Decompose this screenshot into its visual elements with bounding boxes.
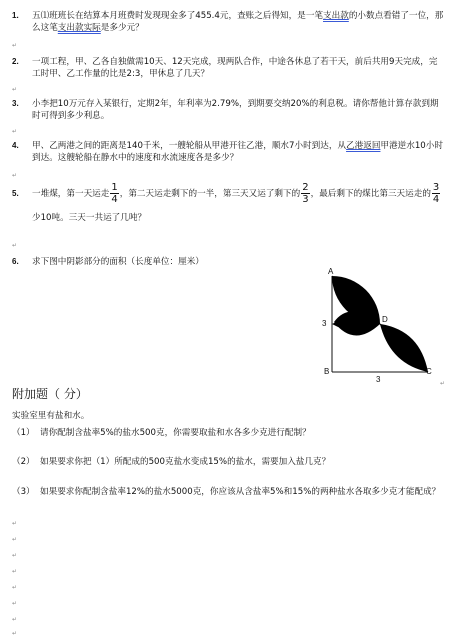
question-5 bbox=[12, 182, 444, 230]
geometry-diagram bbox=[320, 270, 440, 382]
bonus-item-label: （2） bbox=[12, 457, 35, 467]
question-number: 4. bbox=[12, 141, 19, 150]
fraction: $\frac{3}{4}$ bbox=[432, 182, 440, 205]
paragraph-mark: ↵ bbox=[12, 630, 18, 637]
question-1 bbox=[12, 10, 444, 34]
paragraph-mark: ↵ bbox=[12, 552, 18, 559]
question-number: 1. bbox=[12, 11, 19, 20]
paragraph-mark: ↵ bbox=[12, 616, 18, 623]
bonus-item-text: 如果要求你把（1）所配成的500克盐水变成15%的盐水，需要加入盐几克？ bbox=[40, 457, 331, 467]
length-bc: 3 bbox=[376, 375, 381, 384]
question-text: 甲、乙两港之间的距离是140千米，一艘轮船从甲港开往乙港，顺水7小时到达，从乙港返回甲港逆水10小时到达。这艘轮船在静水中的速度和水流速度各是多少？ bbox=[32, 141, 443, 163]
paragraph-mark: ↵ bbox=[12, 520, 18, 527]
paragraph-mark: ↵ bbox=[12, 242, 18, 249]
bonus-item-3 bbox=[12, 486, 444, 498]
question-text: 一项工程，甲、乙各自独做需10天、12天完成，现两队合作，中途各休息了若干天，前后共用9天完成，完工时甲、乙工作量的比是2:3，甲休息了几天？ bbox=[32, 57, 438, 79]
paragraph-mark: ↵ bbox=[12, 568, 18, 575]
label-a: A bbox=[328, 267, 334, 276]
paragraph-mark: ↵ bbox=[12, 172, 18, 179]
question-4 bbox=[12, 140, 444, 164]
question-number: 6. bbox=[12, 257, 19, 266]
question-text: 小李把10万元存入某银行，定期2年，年利率为2.79%，到期要交纳20%的利息税。请你帮他计算存款到期时可得到多少利息。 bbox=[32, 99, 439, 121]
paragraph-mark: ↵ bbox=[440, 380, 446, 387]
question-number: 3. bbox=[12, 99, 19, 108]
bonus-section-title: 附加题（ 分） bbox=[12, 387, 88, 401]
paragraph-mark: ↵ bbox=[12, 42, 18, 49]
bonus-item-2 bbox=[12, 456, 444, 468]
bonus-item-label: （1） bbox=[12, 428, 35, 438]
label-d: D bbox=[382, 315, 388, 324]
paragraph-mark: ↵ bbox=[12, 536, 18, 543]
fraction: $\frac{2}{3}$ bbox=[302, 182, 309, 205]
label-b: B bbox=[324, 367, 330, 376]
question-number: 5. bbox=[12, 189, 19, 198]
bonus-item-text: 如果要求你配制含盐率12%的盐水5000克，你应该从含盐率5%和15%的两种盐水各取多少克才能配成？ bbox=[40, 487, 441, 497]
bonus-item-label: （3） bbox=[12, 487, 35, 497]
paragraph-mark: ↵ bbox=[12, 86, 18, 93]
paragraph-mark: ↵ bbox=[12, 584, 18, 591]
question-text: 一堆煤，第一天运走 $\frac{1}{4}$ ，第二天运走剩下的一半，第三天又运了剩下的 $\frac{2}{3}$ ，最后剩下的煤比第三天运走的 $\frac{3}{4}$ 少10吨。三天一共运了几吨？ bbox=[32, 182, 440, 223]
paragraph-mark: ↵ bbox=[12, 128, 18, 135]
question-2 bbox=[12, 56, 444, 80]
question-3 bbox=[12, 98, 444, 122]
question-6 bbox=[12, 256, 444, 268]
shaded-area-figure bbox=[320, 267, 440, 386]
bonus-item-text: 请你配制含盐率5%的盐水500克，你需要取盐和水各多少克进行配制？ bbox=[40, 428, 311, 438]
question-text: 求下图中阴影部分的面积（长度单位：厘米） bbox=[32, 257, 204, 267]
bonus-item-1 bbox=[12, 427, 444, 439]
bonus-intro: 实验室里有盐和水。 bbox=[12, 411, 90, 421]
fraction: $\frac{1}{4}$ bbox=[111, 182, 118, 205]
question-number: 2. bbox=[12, 57, 19, 66]
length-ab: 3 bbox=[322, 319, 327, 328]
shaded-petal-right bbox=[380, 324, 428, 372]
label-c: C bbox=[426, 367, 432, 376]
question-text: 五⑴班班长在结算本月班费时发现现金多了455.4元，查账之后得知，是一笔支出款的小数点看错了一位，那么这笔支出款实际是多少元？ bbox=[32, 11, 444, 33]
paragraph-mark: ↵ bbox=[12, 600, 18, 607]
